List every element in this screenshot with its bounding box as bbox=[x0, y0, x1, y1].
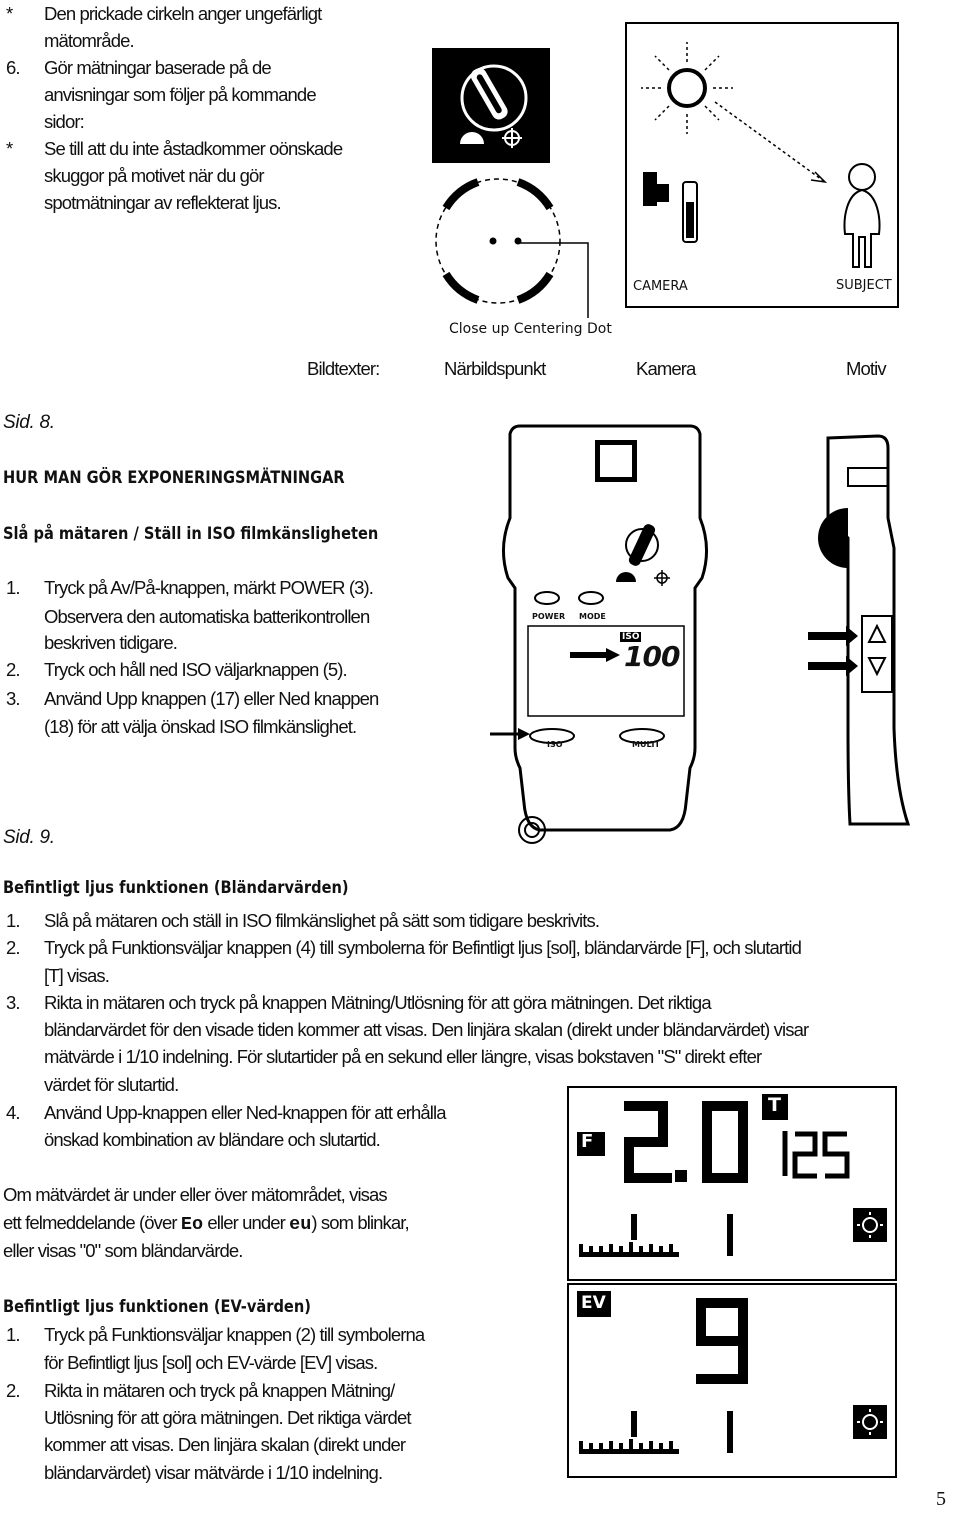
text-line: önskad kombination av bländare och slutartid. bbox=[44, 1129, 380, 1150]
page-number: 5 bbox=[936, 1488, 946, 1510]
text-line: Utlösning för att göra mätningen. Det riktiga värdet bbox=[44, 1407, 411, 1428]
text-line: Observera den automatiska batterikontrollen bbox=[44, 606, 370, 627]
text-line: bländarvärdet för den visade tiden kommer att visas. Den linjära skalan (direkt under bländarvärdet) visar bbox=[44, 1019, 809, 1040]
text-line: Använd Upp knappen (17) eller Ned knappen bbox=[44, 688, 379, 709]
aperture-value bbox=[620, 1198, 622, 1199]
text-line: mätområde. bbox=[44, 30, 134, 51]
section-subheading: Slå på mätaren / Ställ in ISO filmkänsligheten bbox=[3, 524, 379, 544]
text-line: värdet för slutartid. bbox=[44, 1074, 179, 1095]
text-line: Om mätvärdet är under eller över mätområdet, visas bbox=[3, 1184, 387, 1205]
step-marker: 1. bbox=[6, 910, 20, 931]
over-code: Eo bbox=[180, 1214, 204, 1235]
meter-front-illustration bbox=[490, 418, 720, 858]
meter-side-illustration bbox=[808, 428, 918, 828]
ev-badge: EV bbox=[581, 1293, 606, 1313]
lcd-display-aperture bbox=[567, 1086, 897, 1281]
text-line: Tryck på Funktionsväljar knappen (2) till symbolerna bbox=[44, 1324, 425, 1345]
iso-button-label: ISO bbox=[547, 740, 563, 749]
under-code: eu bbox=[289, 1214, 312, 1235]
text-line: Rikta in mätaren och tryck på knappen Mätning/ bbox=[44, 1380, 395, 1401]
text-line: kommer att visas. Den linjära skalan (direkt under bbox=[44, 1434, 406, 1455]
linear-scale bbox=[579, 1214, 733, 1257]
text-line: Tryck på Av/På-knappen, märkt POWER (3). bbox=[44, 577, 373, 598]
section-heading: Befintligt ljus funktionen (Bländarvärden) bbox=[3, 878, 349, 898]
caption-camera: Kamera bbox=[636, 358, 696, 379]
text-line: Den prickade cirkeln anger ungefärligt bbox=[44, 3, 322, 24]
text-line: bländarvärdet) visar mätvärde i 1/10 indelning. bbox=[44, 1462, 383, 1483]
text-line: ett felmeddelande (över Eo eller under eu) som blinkar, bbox=[3, 1212, 409, 1235]
caption-prefix: Bildtexter: bbox=[307, 358, 380, 379]
text-line: (18) för att välja önskad ISO filmkänslighet. bbox=[44, 716, 357, 737]
step-marker: 1. bbox=[6, 577, 20, 598]
bullet-marker: * bbox=[6, 3, 13, 24]
text-line: Tryck och håll ned ISO väljarknappen (5). bbox=[44, 659, 347, 680]
page-ref-9: Sid. 9. bbox=[3, 827, 55, 848]
label-centering-dot: Close up Centering Dot bbox=[449, 321, 612, 337]
label-subject: SUBJECT bbox=[836, 278, 892, 293]
step-marker: 6. bbox=[6, 57, 20, 78]
section-heading: Befintligt ljus funktionen (EV-värden) bbox=[3, 1297, 311, 1317]
caption-dot: Närbildspunkt bbox=[444, 358, 546, 379]
f-badge: F bbox=[581, 1131, 594, 1152]
text-line: Slå på mätaren och ställ in ISO filmkänslighet på sätt som tidigare beskrivits. bbox=[44, 910, 600, 931]
step-marker: 2. bbox=[6, 1380, 20, 1401]
ev-value bbox=[700, 1398, 701, 1399]
iso-tag: ISO bbox=[622, 632, 640, 642]
lcd-display-ev bbox=[567, 1283, 897, 1478]
text-line: eller visas "0" som bländarvärde. bbox=[3, 1240, 243, 1261]
step-marker: 4. bbox=[6, 1102, 20, 1123]
caption-subject: Motiv bbox=[846, 358, 886, 379]
text-line: sidor: bbox=[44, 111, 84, 132]
step-marker: 2. bbox=[6, 937, 20, 958]
page-ref-8: Sid. 8. bbox=[3, 412, 55, 433]
text-line: skuggor på motivet när du gör bbox=[44, 165, 264, 186]
text-line: anvisningar som följer på kommande bbox=[44, 84, 316, 105]
t-badge: T bbox=[768, 1094, 781, 1116]
section-heading: HUR MAN GÖR EXPONERINGSMÄTNINGAR bbox=[3, 468, 345, 488]
bullet-marker: * bbox=[6, 138, 13, 159]
mode-label: MODE bbox=[579, 612, 606, 621]
power-label: POWER bbox=[532, 612, 566, 621]
shutter-value bbox=[790, 1198, 792, 1199]
text-line: Gör mätningar baserade på de bbox=[44, 57, 271, 78]
viewfinder-circle-illustration bbox=[428, 168, 628, 318]
label-camera: CAMERA bbox=[633, 279, 688, 294]
text-line: spotmätningar av reflekterat ljus. bbox=[44, 192, 281, 213]
dial-panel-illustration bbox=[432, 48, 550, 163]
step-marker: 1. bbox=[6, 1324, 20, 1345]
text-line: [T] visas. bbox=[44, 965, 110, 986]
text-line: Se till att du inte åstadkommer oönskade bbox=[44, 138, 343, 159]
multi-button-label: MULTI bbox=[632, 740, 659, 749]
text-line: mätvärde i 1/10 indelning. För slutartider på en sekund eller längre, visas bokstaven "S" direkt efter bbox=[44, 1046, 762, 1067]
text-line: Rikta in mätaren och tryck på knappen Mätning/Utlösning för att göra mätningen. Det riktiga bbox=[44, 992, 711, 1013]
step-marker: 3. bbox=[6, 992, 20, 1013]
iso-value: 100 bbox=[624, 640, 680, 673]
text-line: beskriven tidigare. bbox=[44, 632, 178, 653]
text-line: för Befintligt ljus [sol] och EV-värde [EV] visas. bbox=[44, 1352, 378, 1373]
step-marker: 2. bbox=[6, 659, 20, 680]
text-line: Använd Upp-knappen eller Ned-knappen för att erhålla bbox=[44, 1102, 446, 1123]
camera-subject-illustration bbox=[625, 22, 900, 312]
step-marker: 3. bbox=[6, 688, 20, 709]
text-line: Tryck på Funktionsväljar knappen (4) till symbolerna för Befintligt ljus [sol], bländarvärde [F], och slutartid bbox=[44, 937, 801, 958]
